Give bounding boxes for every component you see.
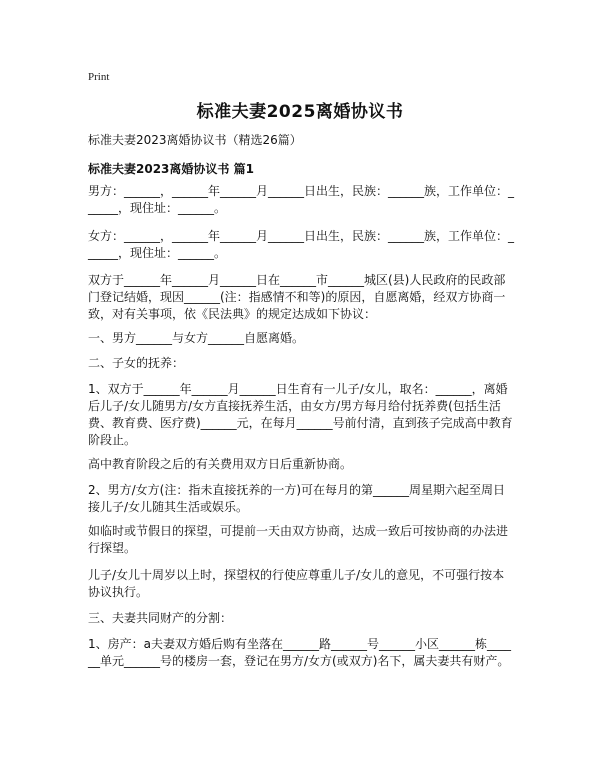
paragraph-clause-1: 一、男方______与女方______自愿离婚。 [88, 331, 305, 345]
paragraph-clause-2-heading: 二、子女的抚养： [88, 356, 185, 370]
document-title: 标准夫妻2025离婚协议书 [196, 102, 404, 122]
document-subtitle: 标准夫妻2023离婚协议书（精选26篇） [88, 133, 302, 147]
section-heading: 标准夫妻2023离婚协议书 篇1 [88, 162, 254, 176]
paragraph-clause-3-heading: 三、夫妻共同财产的分割： [88, 611, 233, 625]
paragraph-visitation-age: 儿子/女儿十周岁以上时，探望权的行使应尊重儿子/女儿的意见，不可强行按本协议执行。 [88, 568, 505, 599]
paragraph-husband-info: 男方：______，______年______月______日出生，民族：______族，工作单位：______，现住址：______。 [88, 184, 515, 215]
paragraph-visitation-holiday: 如临时或节假日的探望，可提前一天由双方协商，达成一致后可按协商的办法进行探望。 [88, 524, 509, 555]
print-label: Print [88, 71, 110, 83]
paragraph-property-house: 1、房产：a夫妻双方婚后购有坐落在______路______号______小区______栋______单元______号的楼房一套，登记在男方/女方(或双方)名下，属夫妻共有财产。 [88, 637, 511, 668]
paragraph-wife-info: 女方：______，______年______月______日出生，民族：______族，工作单位：______，现住址：______。 [88, 229, 515, 260]
paragraph-marriage-registration: 双方于______年______月______日在______市______城区(县)人民政府的民政部门登记结婚，现因______(注：指感情不和等)的原因，自愿离婚，经双方协商一致，对有关事项，依《民法典》的规定达成如下协议： [88, 273, 506, 321]
paragraph-high-school-costs: 高中教育阶段之后的有关费用双方日后重新协商。 [88, 457, 353, 471]
paragraph-child-support: 1、双方于______年______月______日生育有一儿子/女儿，取名：______，离婚后儿子/女儿随男方/女方直接抚养生活，由女方/男方每月给付抚养费(包括生活费、教育费、医疗费)______元，在每月______号前付清，直到孩子完成高中教育阶段止。 [88, 382, 513, 447]
paragraph-visitation-weekly: 2、男方/女方(注：指未直接抚养的一方)可在每月的第______周星期六起至周日接儿子/女儿随其生活或娱乐。 [88, 483, 506, 514]
